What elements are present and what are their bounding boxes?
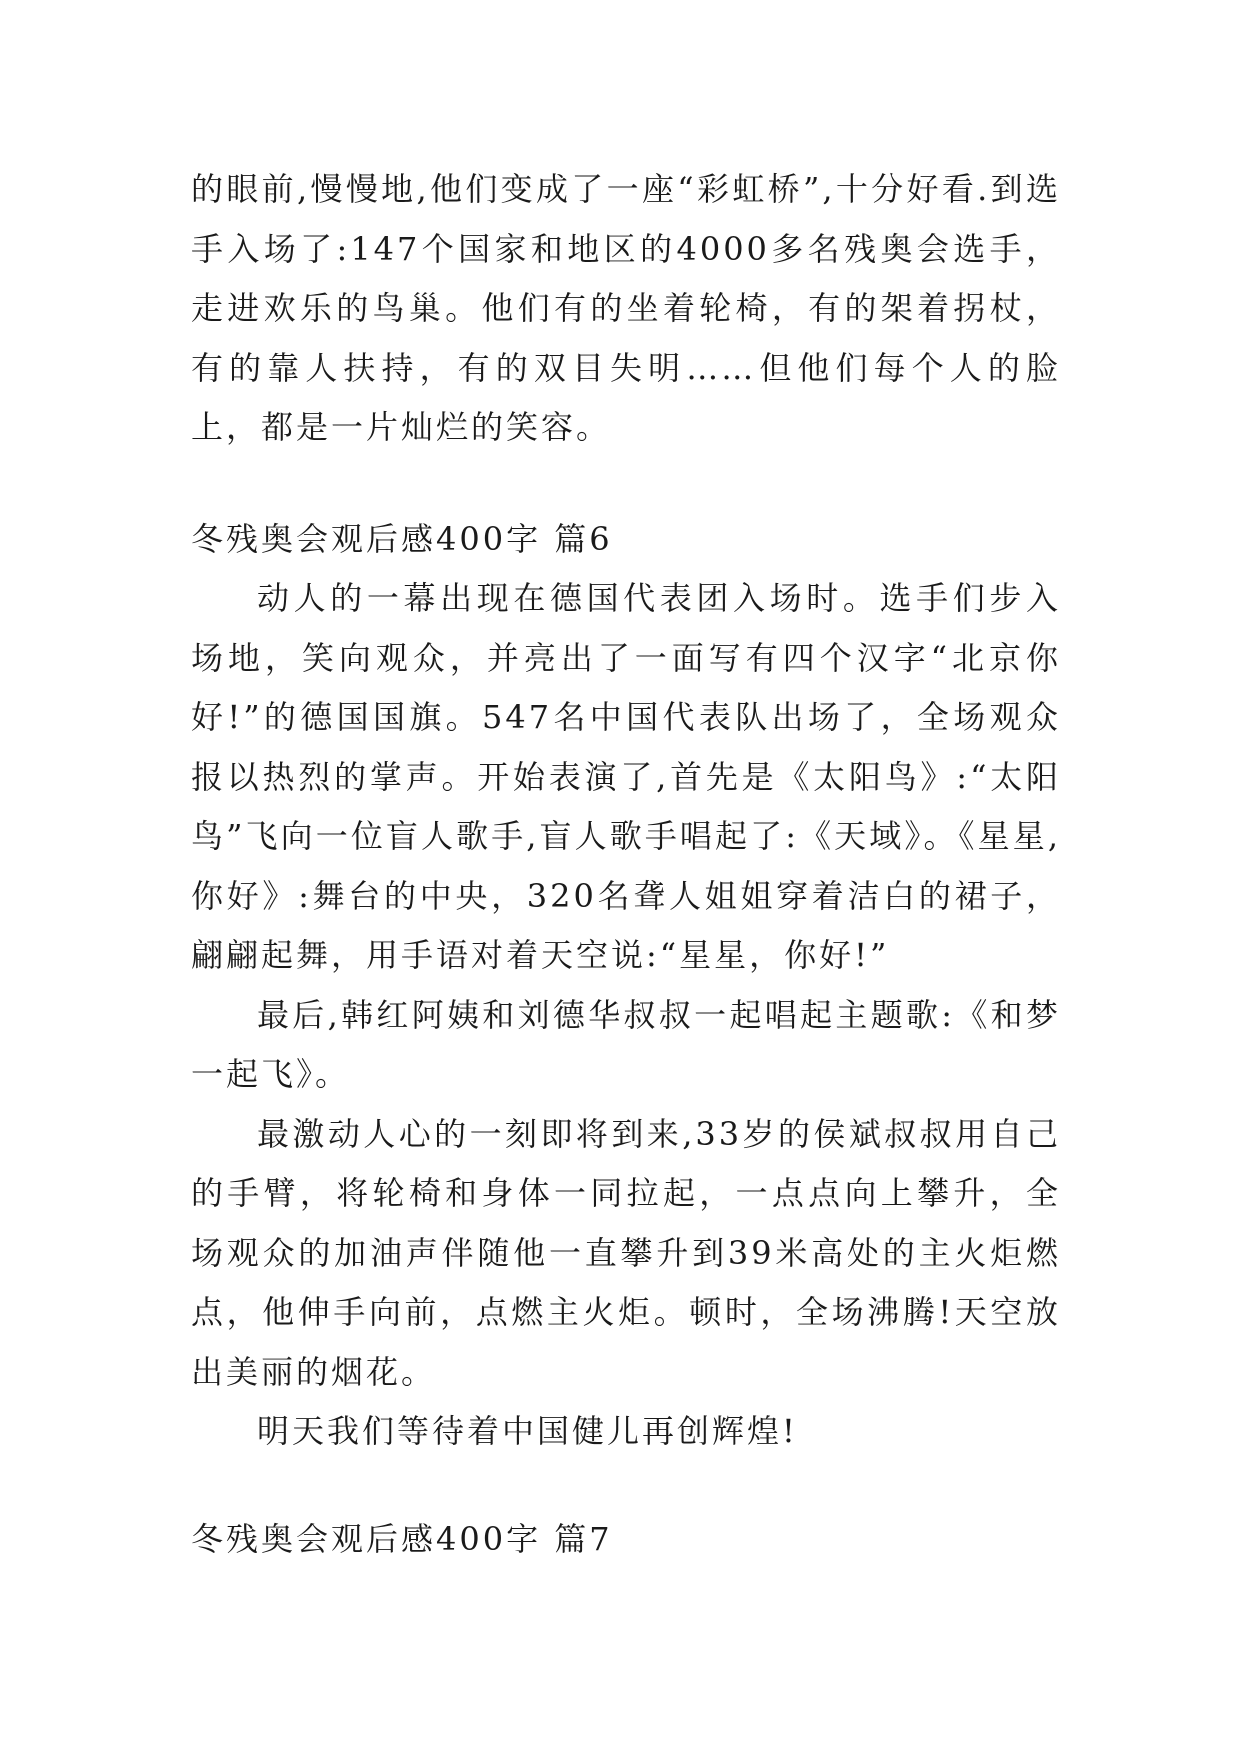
document-body <box>191 160 1061 1569</box>
paragraph-6-2: 最后,韩红阿姨和刘德华叔叔一起唱起主题歌:《和梦一起飞》。 <box>191 995 1061 1093</box>
paragraph-continued: 的眼前,慢慢地,他们变成了一座“彩虹桥”,十分好看.到选手入场了:147个国家和地区的4000多名残奥会选手，走进欢乐的鸟巢。他们有的坐着轮椅，有的架着拐杖，有的靠人扶持，有的双目失明……但他们每个人的脸上，都是一片灿烂的笑容。 <box>191 170 1061 446</box>
section-gap <box>191 458 1061 510</box>
section-heading-7: 冬残奥会观后感400字 篇7 <box>191 1519 613 1558</box>
paragraph-6-4: 明天我们等待着中国健儿再创辉煌! <box>257 1412 798 1450</box>
section-heading-6: 冬残奥会观后感400字 篇6 <box>191 519 613 558</box>
paragraph-6-3: 最激动人心的一刻即将到来,33岁的侯斌叔叔用自己的手臂，将轮椅和身体一同拉起，一点点向上攀升，全场观众的加油声伴随他一直攀升到39米高处的主火炬燃点，他伸手向前，点燃主火炬。顿时，全场沸腾!天空放出美丽的烟花。 <box>191 1114 1061 1391</box>
paragraph-6-1: 动人的一幕出现在德国代表团入场时。选手们步入场地，笑向观众，并亮出了一面写有四个汉字“北京你好!”的德国国旗。547名中国代表队出场了，全场观众报以热烈的掌声。开始表演了,首先是《太阳鸟》:“太阳鸟”飞向一位盲人歌手,盲人歌手唱起了:《天域》。《星星,你好》:舞台的中央，320名聋人姐姐穿着洁白的裙子，翩翩起舞，用手语对着天空说:“星星，你好!” <box>191 579 1061 974</box>
section-gap <box>191 1462 1061 1510</box>
